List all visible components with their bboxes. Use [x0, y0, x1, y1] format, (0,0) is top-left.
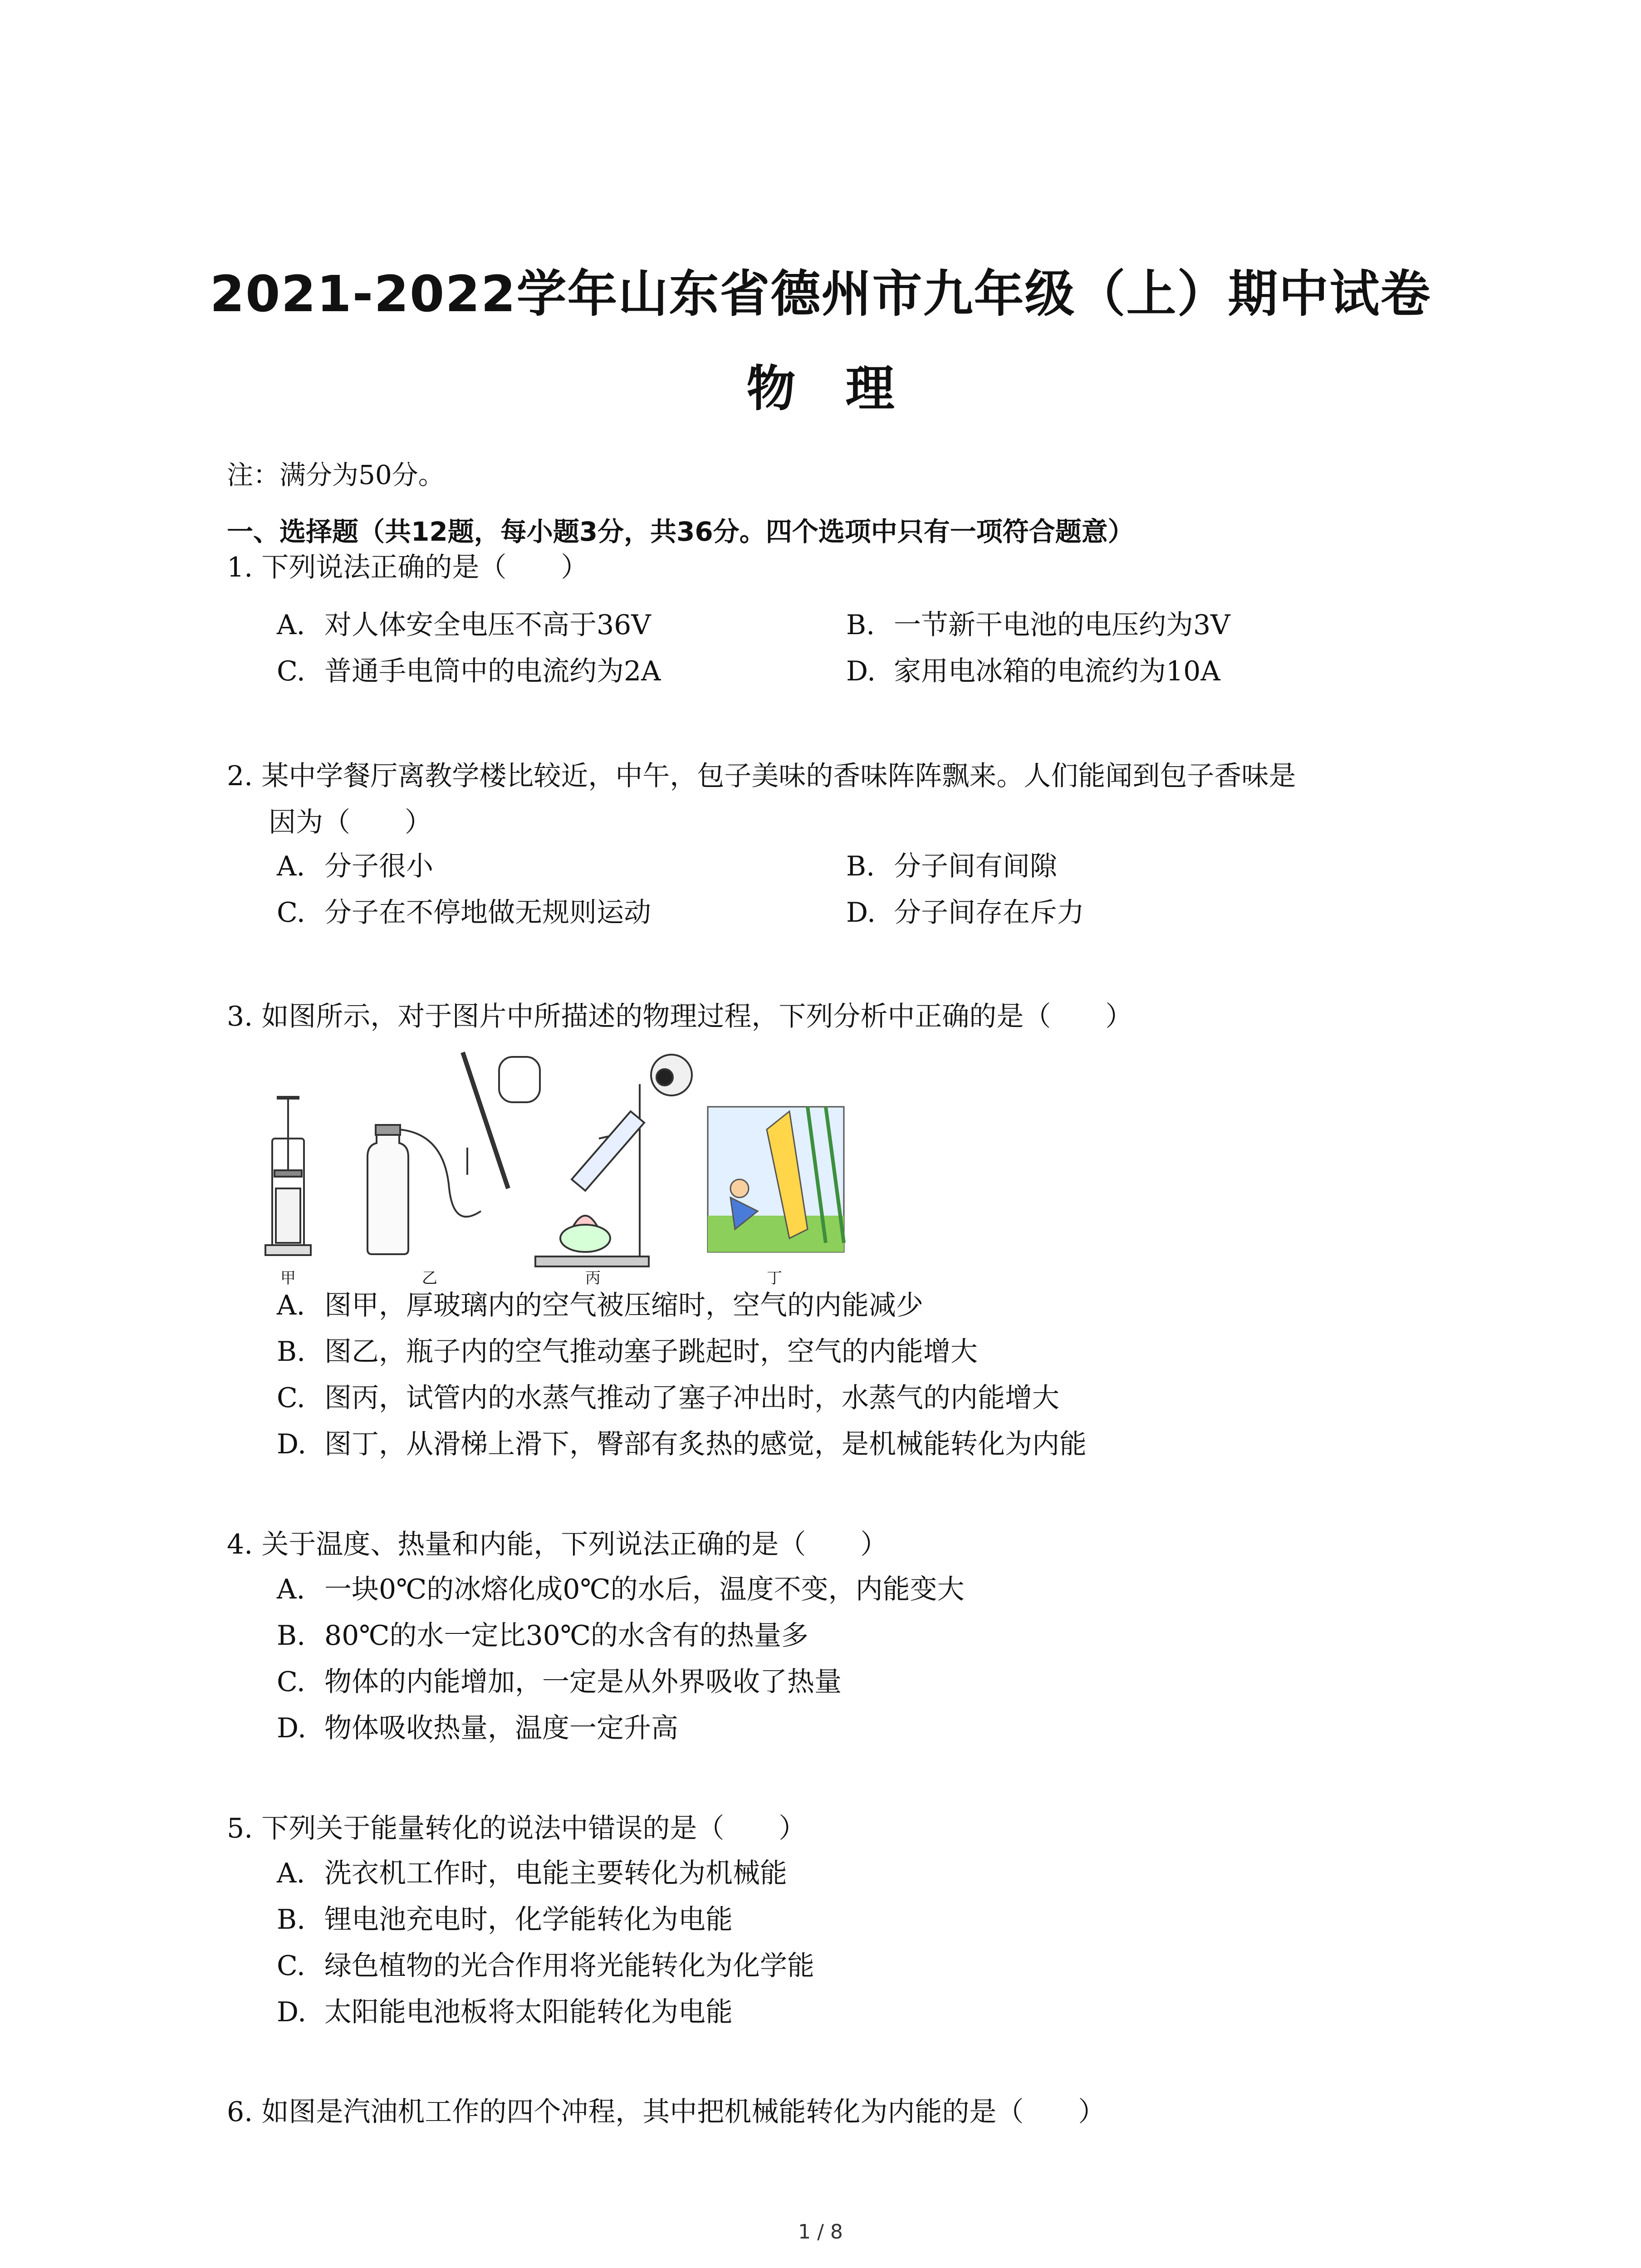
question-6 [227, 2089, 1452, 2135]
option-a: A. 洗衣机工作时，电能主要转化为机械能 [277, 1857, 787, 1889]
exam-title: 2021-2022学年山东省德州市九年级（上）期中试卷 [210, 265, 1431, 323]
option-b: B. 分子间有间隙 [846, 850, 1057, 882]
option-d: D. 家用电冰箱的电流约为10A [846, 655, 1220, 687]
page-number: 1 / 8 [798, 2220, 843, 2244]
question-1 [227, 544, 1452, 591]
option-c: C. 普通手电筒中的电流约为2A [277, 655, 661, 687]
figure-label-jia: 甲 [280, 1269, 296, 1287]
exam-note: 注：满分为50分。 [227, 459, 445, 490]
question-4 [227, 1521, 1452, 1568]
option-a: A. 图甲，厚玻璃内的空气被压缩时，空气的内能减少 [277, 1290, 923, 1321]
question-stem: 1. 下列说法正确的是（ ） [227, 552, 588, 583]
option-c: C. 图丙，试管内的水蒸气推动了塞子冲出时，水蒸气的内能增大 [277, 1382, 1059, 1414]
question-stem: 6. 如图是汽油机工作的四个冲程，其中把机械能转化为内能的是（ ） [227, 2096, 1106, 2128]
option-d: D. 图丁，从滑梯上滑下，臀部有炙热的感觉，是机械能转化为内能 [277, 1428, 1087, 1460]
option-a: A. 分子很小 [277, 850, 433, 882]
question-stem: 4. 关于温度、热量和内能，下列说法正确的是（ ） [227, 1529, 888, 1560]
option-b: B. 图乙，瓶子内的空气推动塞子跳起时，空气的内能增大 [277, 1336, 978, 1368]
option-b: B. 80℃的水一定比30℃的水含有的热量多 [277, 1620, 808, 1652]
figure-ding-slide [708, 1107, 844, 1252]
question-5 [227, 1805, 1452, 1852]
question-3 [227, 993, 1452, 1040]
figure-bing-test-tube [535, 1055, 692, 1266]
option-b: B. 一节新干电池的电压约为3V [846, 609, 1230, 641]
option-b: B. 锂电池充电时，化学能转化为电能 [277, 1904, 733, 1936]
question-stem: 2. 某中学餐厅离教学楼比较近，中午，包子美味的香味阵阵飘来。人们能闻到包子香味是 [227, 760, 1296, 792]
question-stem-continued: 因为（ ） [269, 807, 432, 838]
question-3-figure [254, 1039, 898, 1293]
figure-label-bing: 丙 [585, 1269, 601, 1287]
figure-yi-bottle-pump [367, 1052, 540, 1254]
option-d: D. 太阳能电池板将太阳能转化为电能 [277, 1996, 733, 2028]
section-heading: 一、选择题（共12题，每小题3分，共36分。四个选项中只有一项符合题意） [227, 516, 1134, 547]
option-c: C. 物体的内能增加，一定是从外界吸收了热量 [277, 1666, 842, 1698]
figure-label-ding: 丁 [767, 1269, 782, 1287]
question-2 [227, 753, 1452, 846]
option-a: A. 对人体安全电压不高于36V [277, 609, 651, 641]
option-c: C. 分子在不停地做无规则运动 [277, 897, 651, 929]
figure-jia-cylinder [265, 1098, 311, 1255]
option-d: D. 物体吸收热量，温度一定升高 [277, 1712, 678, 1744]
question-stem: 3. 如图所示，对于图片中所描述的物理过程，下列分析中正确的是（ ） [227, 1001, 1133, 1032]
physics-illustration [254, 1039, 898, 1293]
subject-title: 物理 [746, 361, 945, 417]
figure-label-yi: 乙 [422, 1269, 437, 1287]
question-stem: 5. 下列关于能量转化的说法中错误的是（ ） [227, 1813, 806, 1844]
option-d: D. 分子间存在斥力 [846, 897, 1084, 929]
option-c: C. 绿色植物的光合作用将光能转化为化学能 [277, 1950, 814, 1982]
option-a: A. 一块0℃的冰熔化成0℃的水后，温度不变，内能变大 [277, 1574, 965, 1605]
